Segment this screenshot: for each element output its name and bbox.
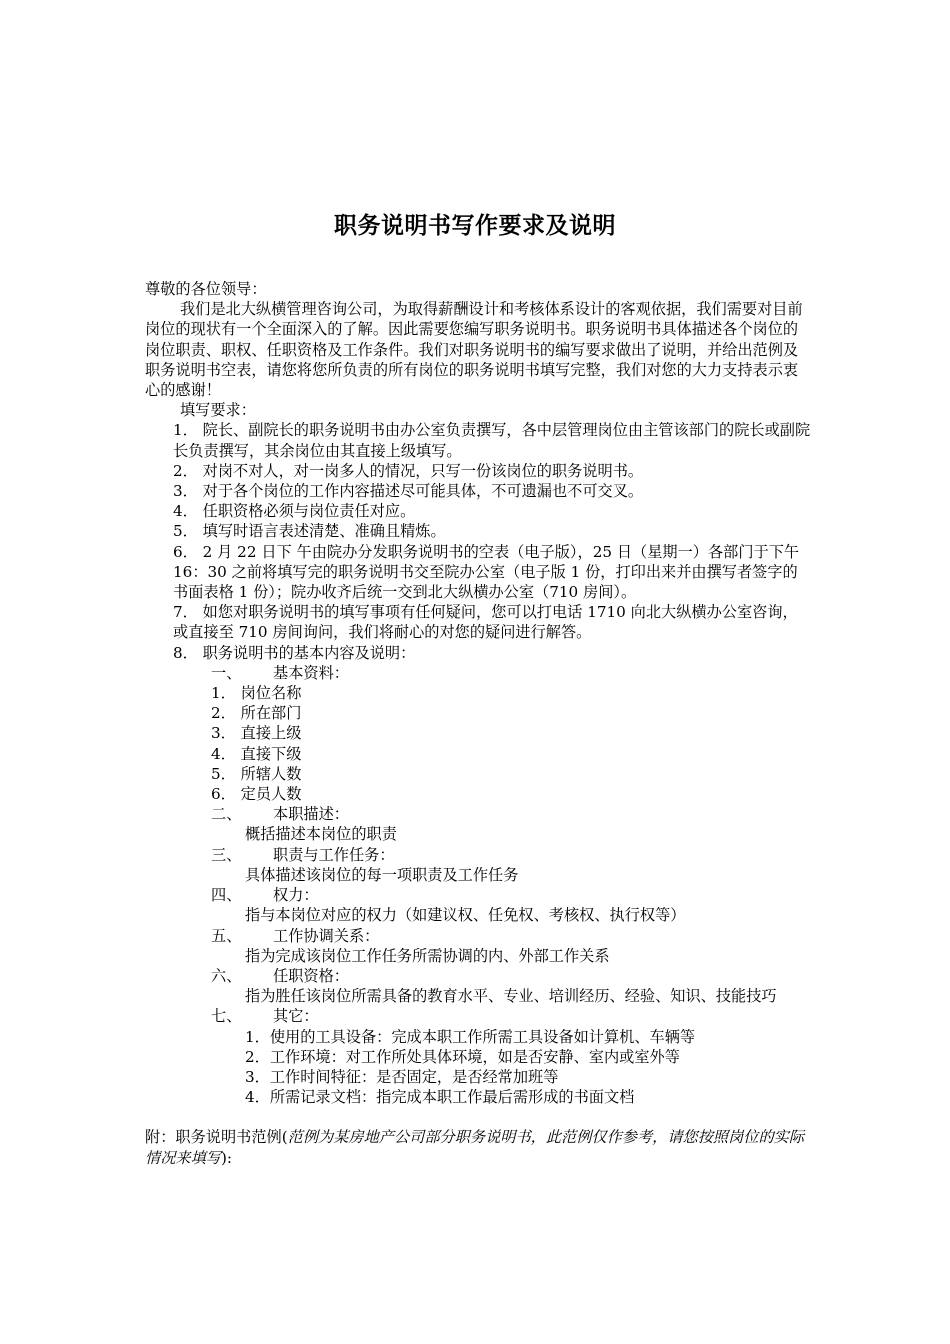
section-label: 其它： (273, 1007, 319, 1026)
section-heading-5 (145, 926, 811, 946)
section-description: 具体描述该岗位的每一项职责及工作任务 (245, 865, 519, 884)
requirement-item: 1． 院长、副院长的职务说明书由办公室负责撰写，各中层管理岗位由主管该部门的院长或副院长负责撰写，其余岗位由其直接上级填写。 (173, 421, 811, 460)
section-heading-7 (145, 1006, 811, 1026)
other-item: 3．工作时间特征：是否固定，是否经常加班等 (245, 1067, 559, 1086)
basic-item: 6． 定员人数 (211, 785, 302, 804)
section-heading-4 (145, 885, 811, 905)
section-heading-6 (145, 966, 811, 986)
requirement-item: 5． 填写时语言表述清楚、准确且精炼。 (173, 522, 446, 541)
appendix-italic-note: 范例为某房地产公司部分职务说明书，此范例仅作参考，请您按照岗位的实际情况来填写 (145, 1128, 804, 1167)
section-label: 基本资料： (273, 663, 349, 682)
basic-item: 4． 直接下级 (211, 744, 302, 763)
section-description: 概括描述本岗位的职责 (245, 825, 397, 844)
section-label: 职责与工作任务： (273, 845, 395, 864)
section-label: 工作协调关系： (273, 926, 380, 945)
section-description: 指与本岗位对应的权力（如建议权、任免权、考核权、执行权等） (245, 906, 686, 925)
basic-item: 2． 所在部门 (211, 704, 302, 723)
requirement-item: 7． 如您对职务说明书的填写事项有任何疑问，您可以打电话 1710 向北大纵横办公室咨询，或直接至 710 房间询问，我们将耐心的对您的疑问进行解答。 (173, 603, 798, 642)
section-number: 一、 (211, 663, 242, 682)
section-number: 五、 (211, 926, 242, 945)
appendix-prefix: 附：职务说明书范例( (145, 1128, 288, 1147)
intro-paragraph: 我们是北大纵横管理咨询公司，为取得薪酬设计和考核体系设计的客观依据，我们需要对目前岗位的现状有一个全面深入的了解。因此需要您编写职务说明书。职务说明书具体描述各个岗位的岗位职责、职权、任职资格及工作条件。我们对职务说明书的编写要求做出了说明，并给出范例及职务说明书空表，请您将您所负责的所有岗位的职务说明书填写完整，我们对您的大力支持表示衷心的感谢！ (145, 300, 803, 400)
document-body (145, 279, 811, 1168)
section-number: 四、 (211, 886, 242, 905)
other-item: 4．所需记录文档：指完成本职工作最后需形成的书面文档 (245, 1088, 635, 1107)
requirement-item: 6． 2 月 22 日下 午由院办分发职务说明书的空表（电子版），25 日（星期一）各部门于下午 16：30 之前将填写完的职务说明书交至院办公室（电子版 1 份，打印出来并由撰写者签字的书面表格 1 份）；院办收齐后统一交到北大纵横办公室（710 房间）。 (173, 542, 800, 602)
section-heading-1 (145, 663, 811, 683)
appendix-note (145, 1127, 811, 1167)
requirement-item: 8． 职务说明书的基本内容及说明： (173, 643, 416, 662)
section-number: 二、 (211, 805, 242, 824)
section-label: 本职描述： (273, 805, 349, 824)
section-description: 指为胜任该岗位所需具备的教育水平、专业、培训经历、经验、知识、技能技巧 (245, 987, 777, 1006)
basic-item: 5． 所辖人数 (211, 764, 302, 783)
requirement-item: 3． 对于各个岗位的工作内容描述尽可能具体，不可遗漏也不可交叉。 (173, 482, 644, 501)
section-description: 指为完成该岗位工作任务所需协调的内、外部工作关系 (245, 946, 610, 965)
appendix-suffix: ): (220, 1148, 232, 1167)
requirement-item: 4． 任职资格必须与岗位责任对应。 (173, 502, 416, 521)
document-title: 职务说明书写作要求及说明 (334, 212, 616, 239)
requirement-item: 2． 对岗不对人，对一岗多人的情况，只写一份该岗位的职务说明书。 (173, 461, 644, 480)
basic-item: 1． 岗位名称 (211, 684, 302, 703)
section-heading-3 (145, 845, 811, 865)
section-label: 权力： (273, 886, 319, 905)
other-item: 1．使用的工具设备：完成本职工作所需工具设备如计算机、车辆等 (245, 1027, 696, 1046)
section-heading-2 (145, 804, 811, 824)
section-number: 七、 (211, 1007, 242, 1026)
requirements-heading: 填写要求： (179, 401, 256, 420)
section-number: 六、 (211, 966, 242, 985)
greeting: 尊敬的各位领导： (145, 280, 267, 298)
section-label: 任职资格： (273, 966, 349, 985)
other-item: 2．工作环境：对工作所处具体环境，如是否安静、室内或室外等 (245, 1047, 680, 1066)
basic-item: 3． 直接上级 (211, 724, 302, 743)
section-number: 三、 (211, 845, 242, 864)
